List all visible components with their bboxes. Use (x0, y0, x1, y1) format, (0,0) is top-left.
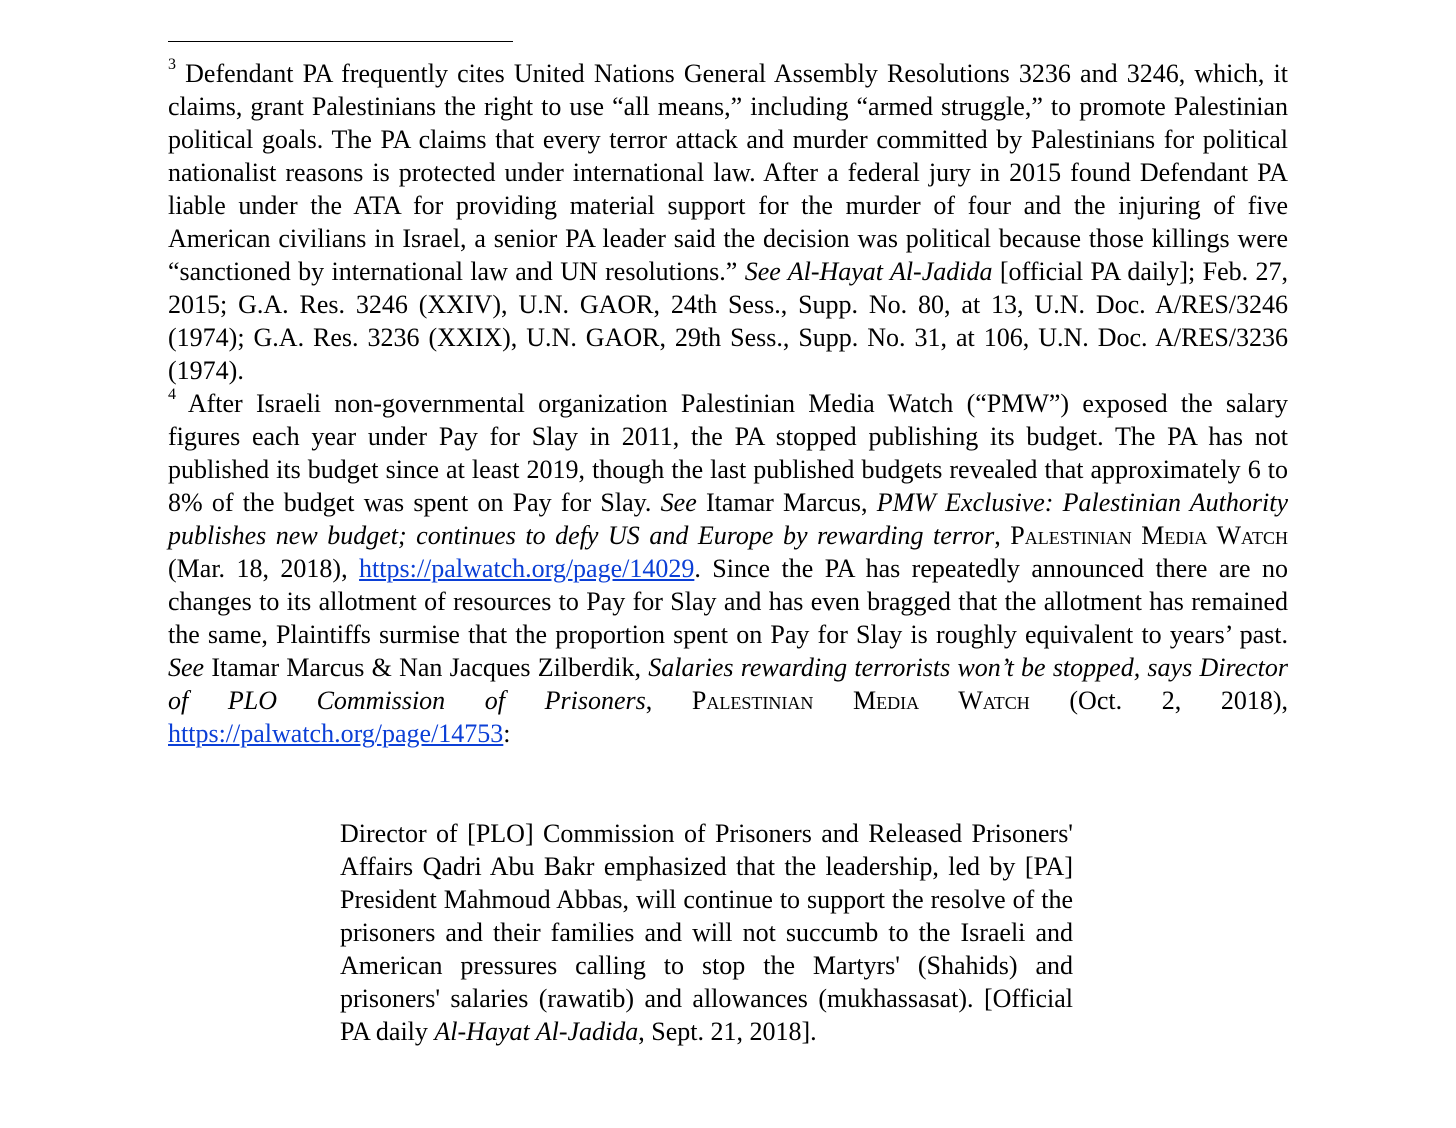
footnote-3-citation: [official PA daily]; Feb. 27, 2015; G.A. Res. 3246 (XXIV), U.N. GAOR, 24th Sess., Supp. No. 80, at 13, U.N. Doc. A/RES/3246 (1974); G.A. Res. 3236 (XXIX), U.N. GAOR, 29th Sess., Supp. No. 31, at 106, U.N. Doc. A/RES/3236 (1974). (168, 257, 1289, 385)
footnote-4-publisher-1: Palestinian Media Watch (1010, 521, 1289, 550)
footnote-4-text-2: Since the PA has repeatedly announced there are no changes to its allotment of resources to Pay for Slay and has even bragged that the allotment has remained the same, Plaintiffs surmise that the proportion spent on Pay for Slay is roughly equivalent to years’ past. (168, 554, 1289, 649)
footnote-3-text: Defendant PA frequently cites United Nations General Assembly Resolutions 3236 and 3246, which, it claims, grant Palestinians the right to use “all means,” including “armed struggle,” to promote Palestinian political goals. The PA claims that every terror attack and murder committed by Palestinians for political nationalist reasons is protected under international law. After a federal jury in 2015 found Defendant PA liable under the ATA for providing material support for the murder of four and the injuring of five American civilians in Israel, a senior PA leader said the decision was political because those killings were “sanctioned by international law and UN resolutions.” (168, 59, 1289, 286)
footnote-4-article-title-2: Salaries rewarding terrorists won’t be stopped, says Director of PLO Commission of Prisoners (168, 653, 1289, 715)
footnote-4-text: After Israeli non-governmental organization Palestinian Media Watch (“PMW”) exposed the salary figures each year under Pay for Slay in 2011, the PA stopped publishing its budget. The PA has not published its budget since at least 2019, though the last published budgets revealed that approximately 6 to 8% of the budget was spent on Pay for Slay. (168, 389, 1288, 517)
footnote-4-publisher-2: Palestinian Media Watch (691, 686, 1030, 715)
footnote-3-number: 3 (168, 56, 176, 74)
block-quote-tail: , Sept. 21, 2018]. (638, 1017, 817, 1046)
footnote-4-number: 4 (168, 386, 176, 404)
footnote-4-link-1[interactable]: https://palwatch.org/page/14029 (359, 554, 695, 583)
block-quote (340, 817, 1073, 1048)
footnote-4-see-signal-2: See (168, 653, 205, 682)
footnote-4-author-1: Itamar Marcus, (705, 488, 868, 517)
footnote-3 (168, 57, 1288, 387)
footnote-4-date-1: (Mar. 18, 2018), (168, 554, 348, 583)
footnote-separator-rule (168, 41, 513, 42)
footnote-3-see-source: See Al-Hayat Al-Jadida (744, 257, 993, 286)
footnote-4-link-2[interactable]: https://palwatch.org/page/14753 (168, 719, 504, 748)
footnote-4: $^4$ After Israeli non-governmental organization Palestinian Media Watch (“PMW”) exposed the salary figures each year under Pay for Slay in 2011, the PA stopped publishing its budget. The PA has not published its budget since at least 2019, though the last published budgets revealed that approximately 6 to 8% of the budget was spent on Pay for Slay. See Itamar Marcus, PMW Exclusive: Palestinian Authority publishes new budget; continues to defy US and Europe by rewarding terror, Palestinian Media Watch (Mar. 18, 2018), https://palwatch.org/page/14029. Since the PA has repeatedly announced there are no changes to its allotment of resources to Pay for Slay and has even bragged that the allotment has remained the same, Plaintiffs surmise that the proportion spent on Pay for Slay is roughly equivalent to years’ past. See Itamar Marcus & Nan Jacques Zilberdik, Salaries rewarding terrorists won’t be stopped, says Director of PLO Commission of Prisoners, Palestinian Media Watch (Oct. 2, 2018), https://palwatch.org/page/14753: (168, 386, 1289, 748)
block-quote-text: Director of [PLO] Commission of Prisoners and Released Prisoners' Affairs Qadri Abu Bakr emphasized that the leadership, led by [PA] President Mahmoud Abbas, will continue to support the resolve of the prisoners and their families and will not succumb to the Israeli and American pressures calling to stop the Martyrs' (Shahids) and prisoners' salaries (rawatib) and allowances (mukhassasat). [Official PA daily (340, 819, 1073, 1046)
footnote-4-date-2: (Oct. 2, 2018), (1069, 686, 1288, 715)
footnote-4-author-2: Itamar Marcus & Nan Jacques Zilberdik, (211, 653, 642, 682)
footnote-4-see-signal-1: See (660, 488, 697, 517)
block-quote-source: Al-Hayat Al-Jadida (434, 1017, 639, 1046)
footnote-4-article-title-1: PMW Exclusive: Palestinian Authority publishes new budget; continues to defy US and Europe by rewarding terror (168, 488, 1289, 550)
footnotes-section (168, 57, 1288, 750)
